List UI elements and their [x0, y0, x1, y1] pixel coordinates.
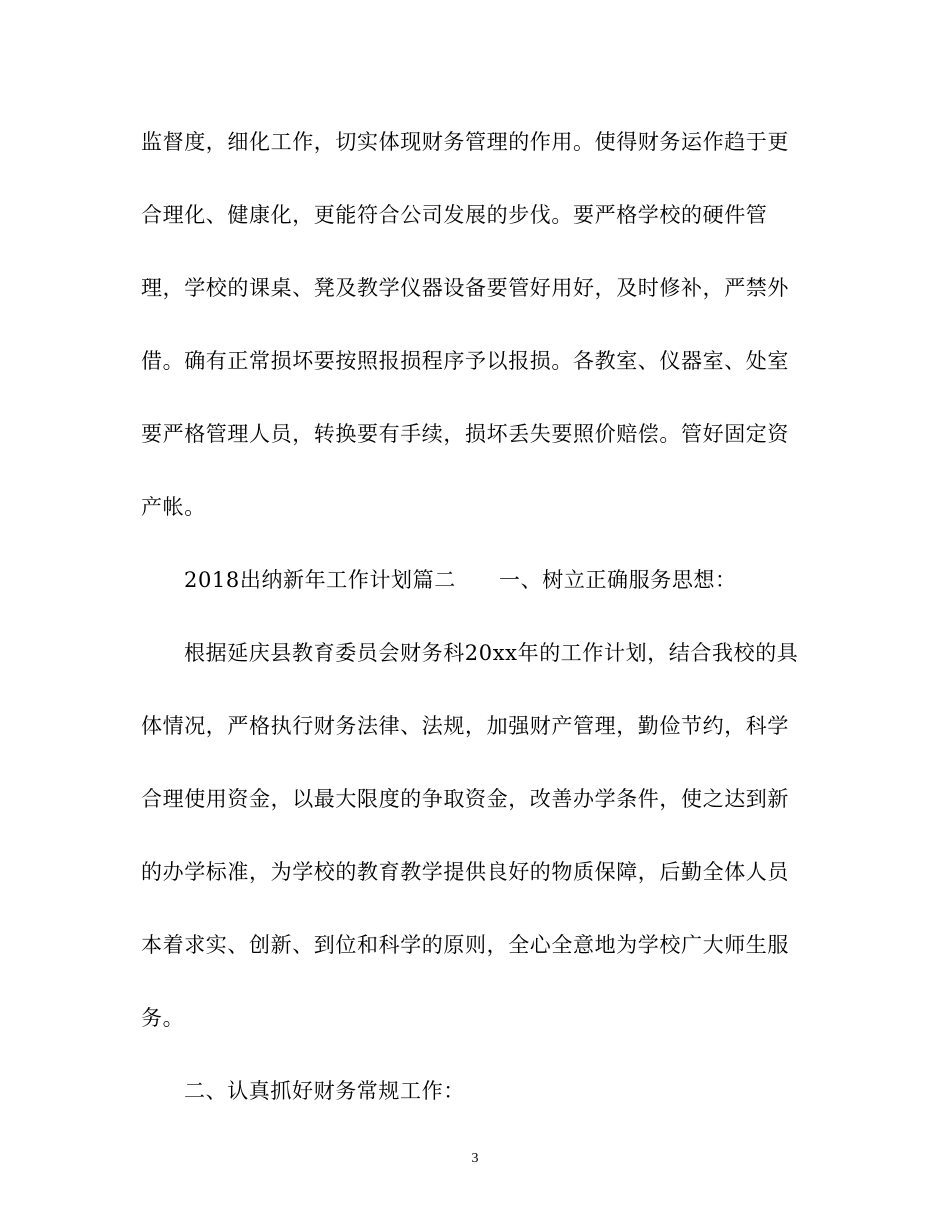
text-line: 合理使用资金，以最大限度的争取资金，改善办学条件，使之达到新: [141, 787, 789, 811]
section-heading: 二、认真抓好财务常规工作：: [184, 1079, 465, 1103]
text-line: 监督度，细化工作，切实体现财务管理的作用。使得财务运作趋于更: [141, 130, 789, 154]
section-heading: 2018出纳新年工作计划篇二 一、树立正确服务思想：: [184, 568, 737, 592]
text-line: 要严格管理人员，转换要有手续，损坏丢失要照价赔偿。管好固定资: [141, 422, 789, 446]
text-line: 务。: [141, 1006, 185, 1030]
page-number: 3: [471, 1151, 479, 1166]
text-line: 合理化、健康化，更能符合公司发展的步伐。要严格学校的硬件管: [141, 203, 768, 227]
text-line: 借。确有正常损坏要按照报损程序予以报损。各教室、仪器室、处室: [141, 349, 789, 373]
text-line: 的办学标准，为学校的教育教学提供良好的物质保障，后勤全体人员: [141, 860, 789, 884]
text-line: 产帐。: [141, 495, 206, 519]
text-line: 理，学校的课桌、凳及教学仪器设备要管好用好，及时修补，严禁外: [141, 276, 789, 300]
text-line: 根据延庆县教育委员会财务科20xx年的工作计划，结合我校的具: [184, 641, 799, 665]
text-line: 体情况，严格执行财务法律、法规，加强财产管理，勤俭节约，科学: [141, 714, 789, 738]
text-line: 本着求实、创新、到位和科学的原则，全心全意地为学校广大师生服: [141, 933, 789, 957]
